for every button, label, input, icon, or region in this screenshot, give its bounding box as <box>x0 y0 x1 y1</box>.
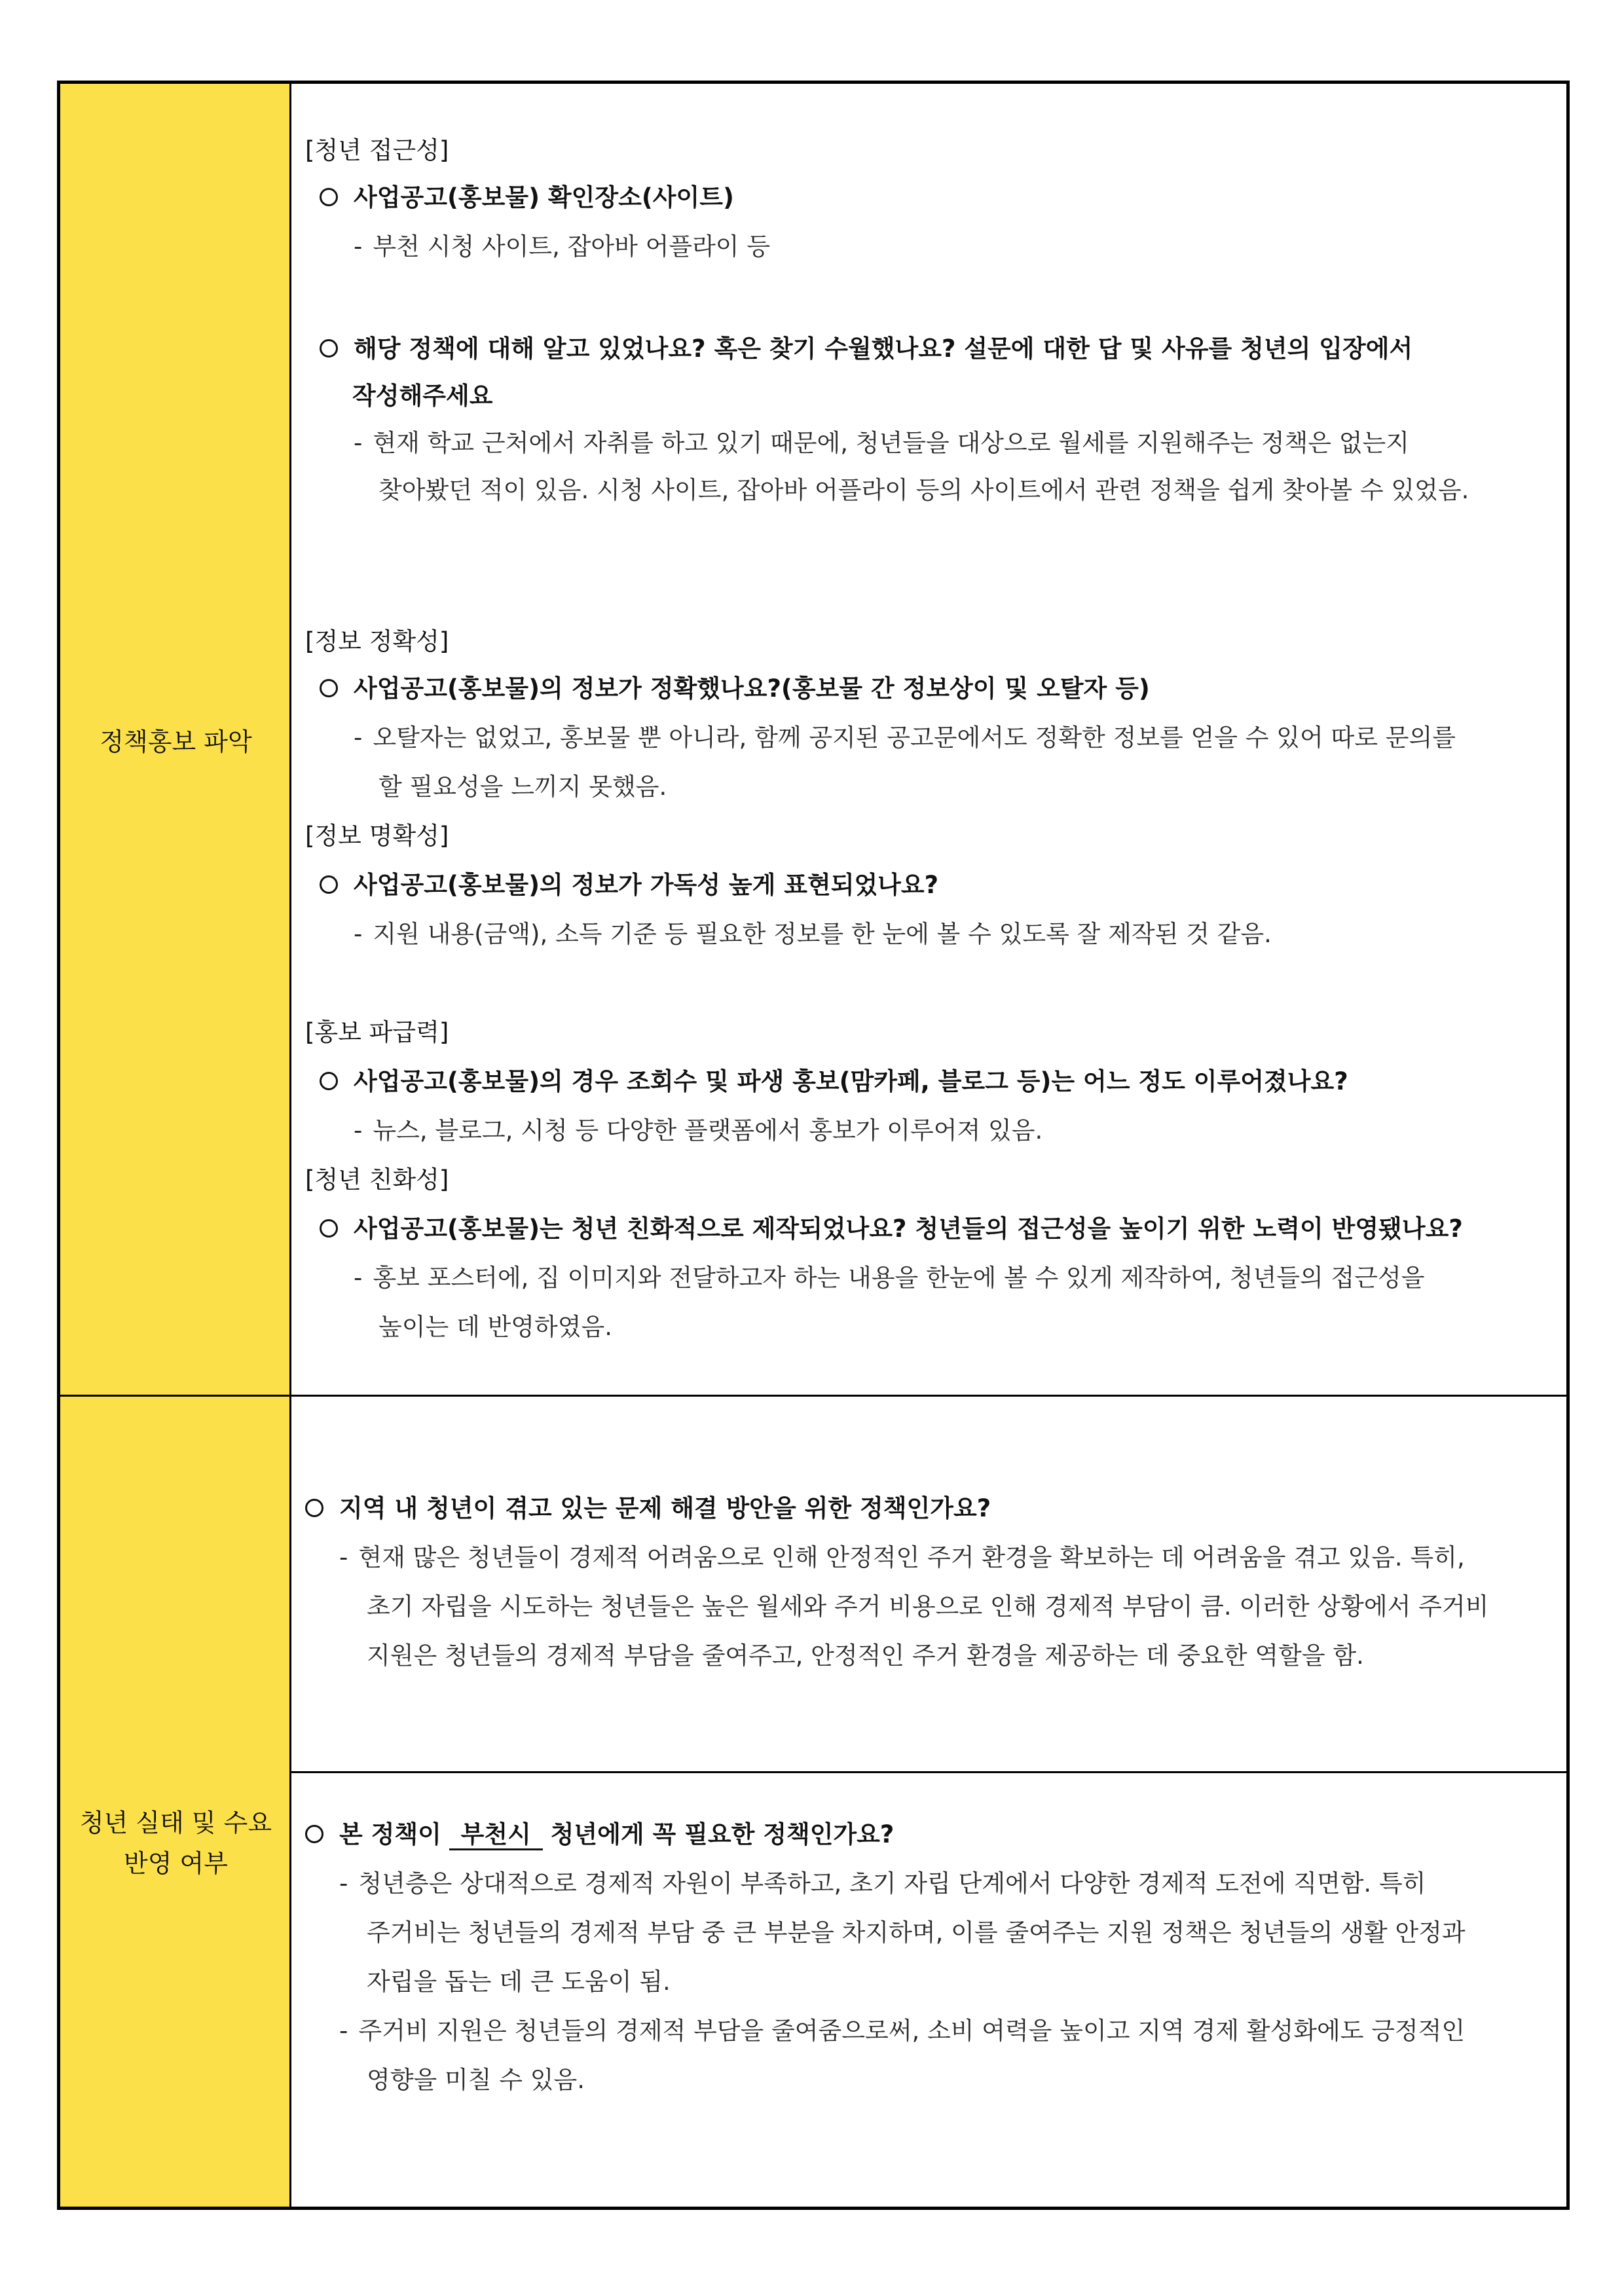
circle-bullet-icon <box>320 339 338 358</box>
question: 사업공고(홍보물)의 정보가 정확했나요?(홍보물 간 정보상이 및 오탈자 등) <box>320 672 1150 705</box>
answer: - 주거비 지원은 청년들의 경제적 부담을 줄여줌으로써, 소비 여력을 높이고 지역 경제 활성화에도 긍정적인 <box>339 2017 1466 2045</box>
question: 사업공고(홍보물)의 정보가 가독성 높게 표현되었나요? <box>320 869 938 902</box>
answer-continued: 자립을 돕는 데 큰 도움이 됨. <box>367 1968 671 1996</box>
answer-continued: 높이는 데 반영하였음. <box>378 1313 612 1341</box>
circle-bullet-icon <box>320 875 338 894</box>
answer: - 현재 많은 청년들이 경제적 어려움으로 인해 안정적인 주거 환경을 확보하는 데 어려움을 겪고 있음. 특히, <box>339 1543 1465 1571</box>
answer: - 뉴스, 블로그, 시청 등 다양한 플랫폼에서 홍보가 이루어져 있음. <box>354 1116 1043 1145</box>
question: 해당 정책에 대해 알고 있었나요? 혹은 찾기 수월했나요? 설문에 대한 답 및 사유를 청년의 입장에서 <box>320 333 1412 365</box>
answer: - 오탈자는 없었고, 홍보물 뿐 아니라, 함께 공지된 공고문에서도 정확한 정보를 얻을 수 있어 따로 문의를 <box>354 724 1456 752</box>
question: 사업공고(홍보물) 확인장소(사이트) <box>320 181 734 214</box>
section-header: [청년 친화성] <box>305 1166 449 1194</box>
section-header: [정보 정확성] <box>305 627 449 655</box>
answer-continued: 초기 자립을 시도하는 청년들은 높은 월세와 주거 비용으로 인해 경제적 부담이 큼. 이러한 상황에서 주거비 <box>367 1592 1489 1621</box>
row-label-line: 청년 실태 및 수요 <box>79 1808 272 1837</box>
question: 지역 내 청년이 겪고 있는 문제 해결 방안을 위한 정책인가요? <box>305 1492 991 1525</box>
circle-bullet-icon <box>320 188 338 206</box>
circle-bullet-icon <box>320 1072 338 1090</box>
question-continued: 작성해주세요 <box>352 382 493 410</box>
circle-bullet-icon <box>305 1499 323 1517</box>
circle-bullet-icon <box>320 1219 338 1238</box>
row-label-youth-needs <box>60 1803 291 1884</box>
subsection-divider <box>291 1771 1566 1773</box>
answer-continued: 찾아봤던 적이 있음. 시청 사이트, 잡아바 어플라이 등의 사이트에서 관련 정책을 쉽게 찾아볼 수 있었음. <box>378 476 1469 504</box>
section-header: [홍보 파급력] <box>305 1018 449 1046</box>
answer: - 지원 내용(금액), 소득 기준 등 필요한 정보를 한 눈에 볼 수 있도록 잘 제작된 것 같음. <box>354 920 1272 948</box>
answer: - 홍보 포스터에, 집 이미지와 전달하고자 하는 내용을 한눈에 볼 수 있게 제작하여, 청년들의 접근성을 <box>354 1264 1425 1292</box>
answer: - 부천 시청 사이트, 잡아바 어플라이 등 <box>354 232 771 261</box>
section-header: [정보 명확성] <box>305 822 449 850</box>
circle-bullet-icon <box>320 679 338 697</box>
answer-continued: 할 필요성을 느끼지 못했음. <box>378 773 667 801</box>
row-label-promotion: 정책홍보 파악 <box>100 727 252 756</box>
answer: - 현재 학교 근처에서 자취를 하고 있기 때문에, 청년들을 대상으로 월세를 지원해주는 정책은 없는지 <box>354 429 1409 457</box>
circle-bullet-icon <box>305 1825 323 1843</box>
section-header: [청년 접근성] <box>305 136 449 164</box>
question: 본 정책이 부천시 청년에게 꼭 필요한 정책인가요? <box>305 1818 894 1851</box>
answer-continued: 영향을 미칠 수 있음. <box>367 2066 585 2094</box>
region-blank: 부천시 <box>449 1821 543 1850</box>
question: 사업공고(홍보물)는 청년 친화적으로 제작되었나요? 청년들의 접근성을 높이기 위한 노력이 반영됐나요? <box>320 1213 1463 1245</box>
answer-continued: 지원은 청년들의 경제적 부담을 줄여주고, 안정적인 주거 환경을 제공하는 데 중요한 역할을 함. <box>367 1642 1364 1670</box>
question: 사업공고(홍보물)의 경우 조회수 및 파생 홍보(맘카페, 블로그 등)는 어느 정도 이루어졌나요? <box>320 1065 1348 1098</box>
row-divider <box>60 1395 1566 1397</box>
row-label-line: 반영 여부 <box>124 1849 228 1878</box>
answer-continued: 주거비는 청년들의 경제적 부담 중 큰 부분을 차지하며, 이를 줄여주는 지원 정책은 청년들의 생활 안정과 <box>367 1919 1466 1947</box>
label-column <box>60 84 291 2207</box>
answer: - 청년층은 상대적으로 경제적 자원이 부족하고, 초기 자립 단계에서 다양한 경제적 도전에 직면함. 특히 <box>339 1869 1426 1898</box>
